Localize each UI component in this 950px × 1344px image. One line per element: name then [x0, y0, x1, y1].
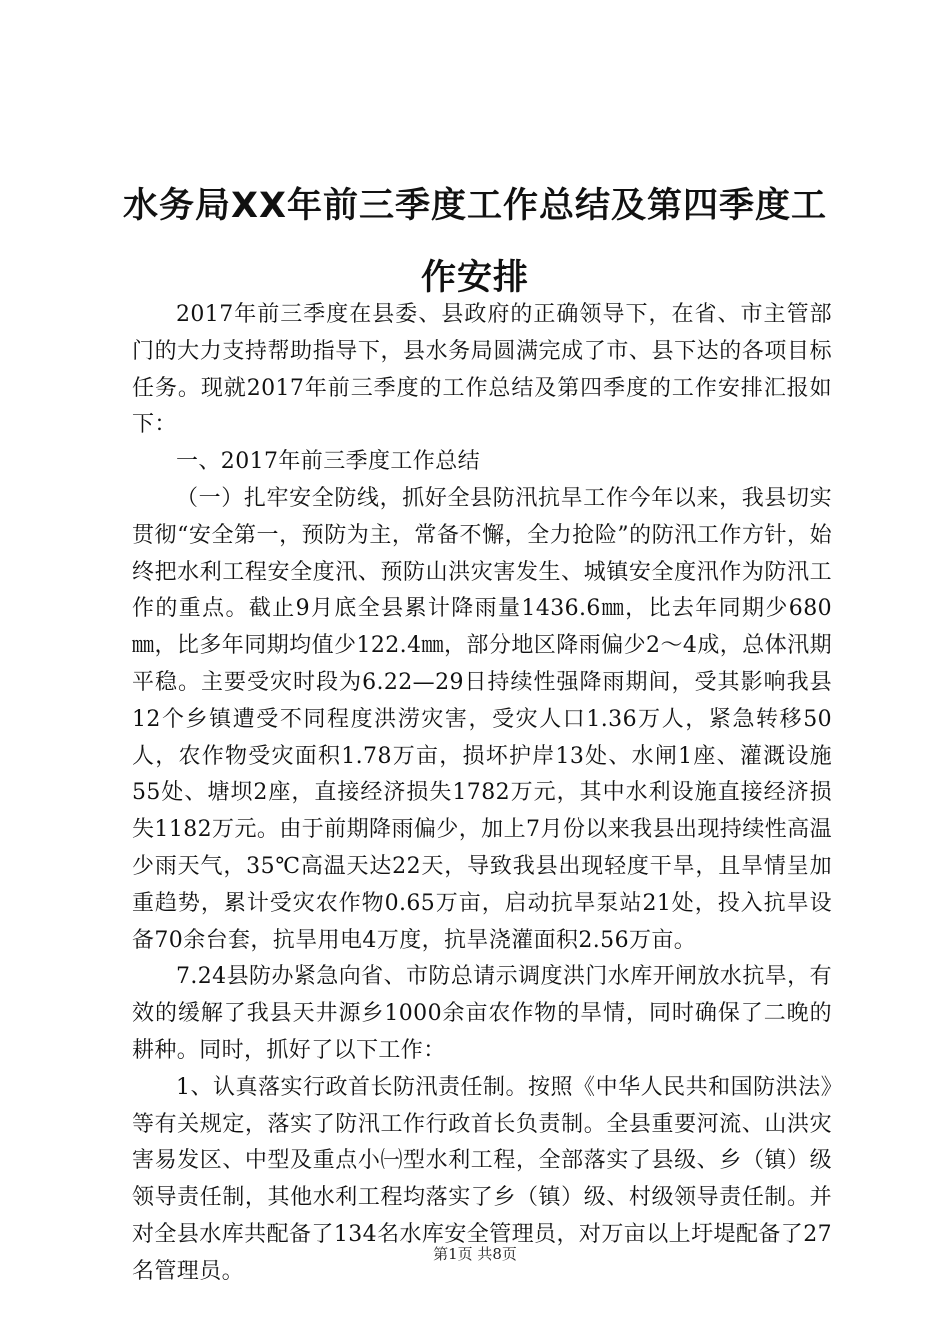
section-heading: 一、2017年前三季度工作总结 [176, 449, 480, 475]
page-footer: 第1页 共8页 [433, 1245, 517, 1263]
document-title: 水务局XX年前三季度工作总结及第四季度工作安排 [123, 186, 827, 298]
paragraph-drought-relief: 7.24县防办紧急向省、市防总请示调度洪门水库开闸放水抗旱，有效的缓解了我县天井源乡1000余亩农作物的旱情，同时确保了二晚的耕种。同时，抓好了以下工作： [132, 964, 832, 1063]
document-body [132, 297, 832, 1291]
paragraph-intro: 2017年前三季度在县委、县政府的正确领导下，在省、市主管部门的大力支持帮助指导下，县水务局圆满完成了市、县下达的各项目标任务。现就2017年前三季度的工作总结及第四季度的工作安排汇报如下： [132, 302, 832, 438]
paragraph-flood-control: （一）扎牢安全防线，抓好全县防汛抗旱工作今年以来，我县切实贯彻“安全第一，预防为主，常备不懈，全力抢险”的防汛工作方针，始终把水利工程安全度汛、预防山洪灾害发生、城镇安全度汛作为防汛工作的重点。截止9月底全县累计降雨量1436.6㎜，比去年同期少680㎜，比多年同期均值少122.4㎜，部分地区降雨偏少2～4成，总体汛期平稳。主要受灾时段为6.22—29日持续性强降雨期间，受其影响我县12个乡镇遭受不同程度洪涝灾害，受灾人口1.36万人，紧急转移50人，农作物受灾面积1.78万亩，损坏护岸13处、水闸1座、灌溉设施55处、塘坝2座，直接经济损失1782万元，其中水利设施直接经济损失1182万元。由于前期降雨偏少，加上7月份以来我县出现持续性高温少雨天气，35℃高温天达22天，导致我县出现轻度干旱，且旱情呈加重趋势，累计受灾农作物0.65万亩，启动抗旱泵站21处，投入抗旱设备70余台套，抗旱用电4万度，抗旱浇灌面积2.56万亩。 [132, 485, 832, 953]
paragraph-responsibility: 1、认真落实行政首长防汛责任制。按照《中华人民共和国防洪法》等有关规定，落实了防汛工作行政首长负责制。全县重要河流、山洪灾害易发区、中型及重点小㈠型水利工程，全部落实了县级、乡（镇）级领导责任制，其他水利工程均落实了乡（镇）级、村级领导责任制。并对全县水库共配备了134名水库安全管理员，对万亩以上圩堤配备了27名管理员。 [132, 1074, 832, 1284]
